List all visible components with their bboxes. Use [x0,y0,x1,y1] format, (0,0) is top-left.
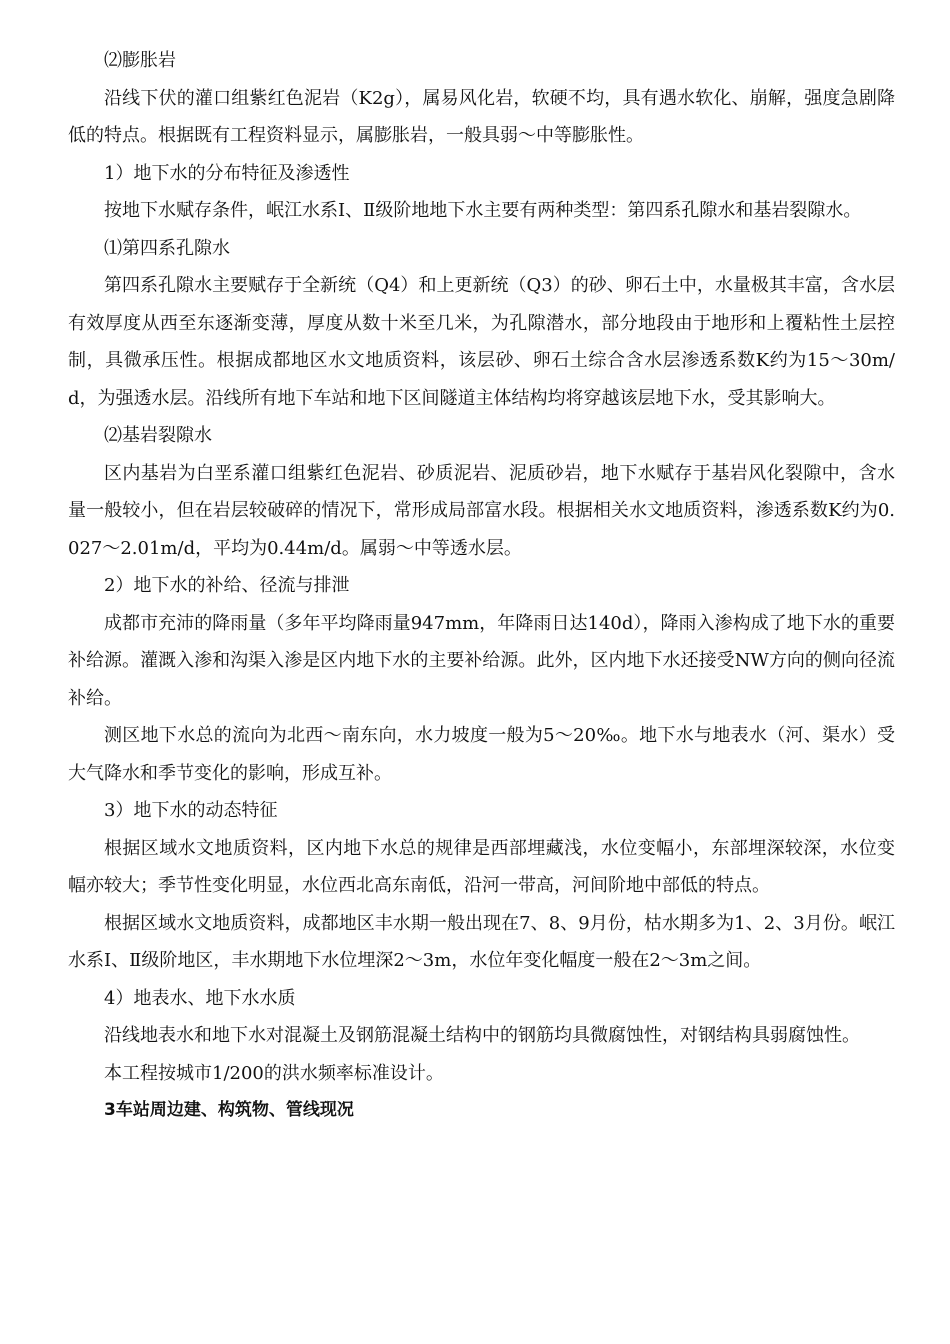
body-paragraph: 第四系孔隙水主要赋存于全新统（Q4）和上更新统（Q3）的砂、卵石土中，水量极其丰富，含水层有效厚度从西至东逐渐变薄，厚度从数十米至几米，为孔隙潜水，部分地段由于地形和上覆粘性土层控制，具微承压性。根据成都地区水文地质资料，该层砂、卵石土综合含水层渗透系数K约为15～30m/d，为强透水层。沿线所有地下车站和地下区间隧道主体结构均将穿越该层地下水，受其影响大。 [68,275,895,409]
body-paragraph: 本工程按城市1/200的洪水频率标准设计。 [104,1062,444,1084]
body-paragraph: 按地下水赋存条件，岷江水系Ⅰ、Ⅱ级阶地地下水主要有两种类型：第四系孔隙水和基岩裂隙水。 [104,200,862,221]
subsection-title-groundwater-distribution: 1）地下水的分布特征及渗透性 [104,162,350,184]
body-paragraph: 沿线下伏的灌口组紫红色泥岩（K2g），属易风化岩，软硬不均，具有遇水软化、崩解，强度急剧降低的特点。根据既有工程资料显示，属膨胀岩，一般具弱～中等膨胀性。 [68,87,895,146]
subsection-title-expansive-rock: ⑵膨胀岩 [104,50,176,71]
body-paragraph: 成都市充沛的降雨量（多年平均降雨量947mm，年降雨日达140d），降雨入渗构成了地下水的重要补给源。灌溉入渗和沟渠入渗是区内地下水的主要补给源。此外，区内地下水还接受NW方向的侧向径流补给。 [68,612,895,709]
subsection-title-pore-water: ⑴第四系孔隙水 [104,237,230,259]
body-paragraph: 沿线地表水和地下水对混凝土及钢筋混凝土结构中的钢筋均具微腐蚀性，对钢结构具弱腐蚀性。 [104,1025,860,1046]
body-paragraph: 测区地下水总的流向为北西～南东向，水力坡度一般为5～20‰。地下水与地表水（河、渠水）受大气降水和季节变化的影响，形成互补。 [68,725,895,784]
body-paragraph: 根据区域水文地质资料，区内地下水总的规律是西部埋藏浅，水位变幅小，东部埋深较深，水位变幅亦较大；季节性变化明显，水位西北高东南低，沿河一带高，河间阶地中部低的特点。 [68,837,895,896]
section-heading: 3车站周边建、构筑物、管线现况 [104,1100,354,1120]
subsection-title-bedrock-fissure-water: ⑵基岩裂隙水 [104,425,212,446]
subsection-title-recharge-runoff: 2）地下水的补给、径流与排泄 [104,575,350,596]
body-paragraph: 根据区域水文地质资料，成都地区丰水期一般出现在7、8、9月份，枯水期多为1、2、3月份。岷江水系Ⅰ、Ⅱ级阶地区，丰水期地下水位埋深2～3m，水位年变化幅度一般在2～3m之间。 [68,912,895,971]
subsection-title-water-quality: 4）地表水、地下水水质 [104,987,296,1009]
document-body [68,42,895,1130]
subsection-title-dynamic-characteristics: 3）地下水的动态特征 [104,800,278,821]
body-paragraph: 区内基岩为白垩系灌口组紫红色泥岩、砂质泥岩、泥质砂岩，地下水赋存于基岩风化裂隙中，含水量一般较小，但在岩层较破碎的情况下，常形成局部富水段。根据相关水文地质资料，渗透系数K约为0.027～2.01m/d，平均为0.44m/d。属弱～中等透水层。 [68,462,895,559]
